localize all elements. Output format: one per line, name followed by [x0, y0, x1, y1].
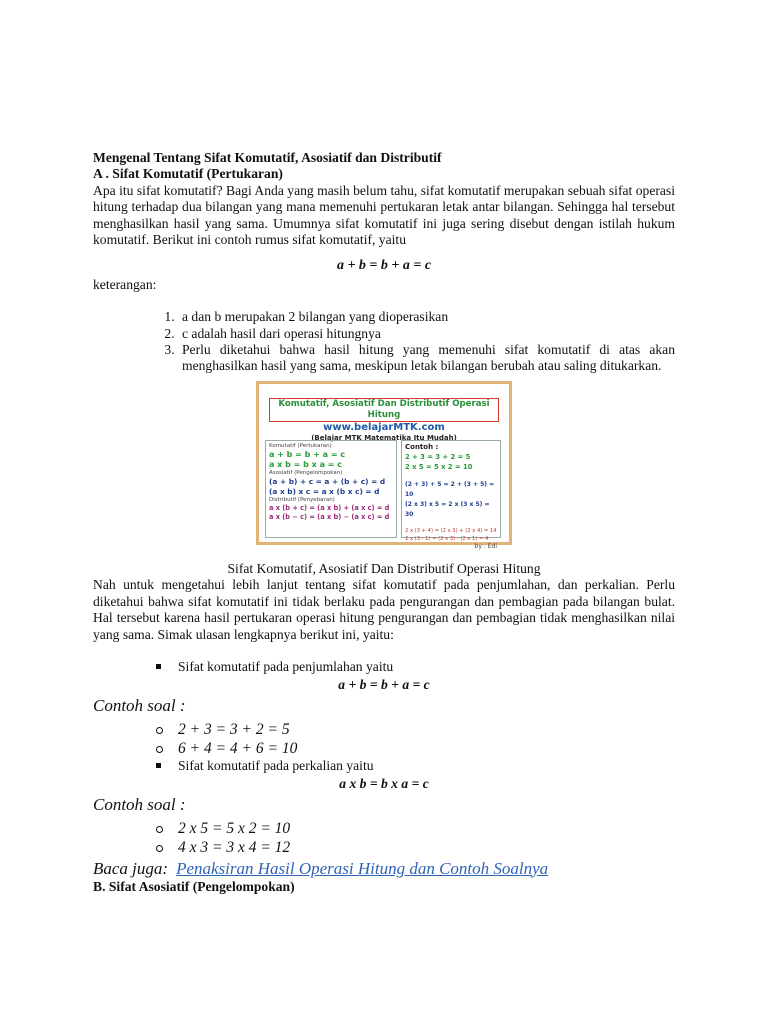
figure-url: www.belajarMTK.com [323, 421, 445, 433]
figure-caption: Sifat Komutatif, Asosiatif Dan Distributif Operasi Hitung [227, 560, 541, 576]
multiplication-bullet-list [93, 758, 675, 774]
figure-formula: a x (b + c) = (a x b) + (a x c) = d [269, 503, 390, 512]
baca-juga-link[interactable]: Penaksiran Hasil Operasi Hitung dan Contoh Soalnya [176, 858, 549, 878]
list-item: Sifat komutatif pada perkalian yaitu [178, 758, 675, 774]
intro-paragraph: Apa itu sifat komutatif? Bagi Anda yang masih belum tahu, sifat komutatif merupakan sebuah sifat operasi hitung terhadap dua bilangan yang mana memenuhi pertukaran letak antar bilangan. Sehingga hal tersebut menghasilkan hasil yang sama. Umumnya sifat komutatif ini juga sering disebut dengan istilah hukum komutatif. Berikut ini contoh rumus sifat komutatif, yaitu [93, 182, 675, 248]
figure-formula: a x (b − c) = (a x b) − (a x c) = d [269, 513, 390, 522]
section-b-heading: B. Sifat Asosiatif (Pengelompokan) [93, 878, 295, 894]
figure-formula: (a + b) + c = a + (b + c) = d [269, 476, 386, 486]
list-item: 3. Perlu diketahui bahwa hasil hitung yang memenuhi sifat komutatif di atas akan menghasilkan hasil yang sama, meskipun letak bilangan berubah atau saling ditukarkan. [178, 342, 675, 375]
multiplication-formula: a x b = b x a = c [339, 776, 429, 792]
figure-label-komutatif: Komutatif (Pertukaran) [269, 442, 332, 449]
figure-formula: a + b = b + a = c [269, 449, 346, 459]
page-title: Mengenal Tentang Sifat Komutatif, Asosiatif dan Distributif [93, 150, 442, 165]
addition-examples-list [93, 720, 675, 758]
figure-formula: a x b = b x a = c [269, 459, 342, 469]
figure-example: (2 + 3) + 5 = 2 + (3 + 5) = 10 [405, 480, 495, 498]
document-page [93, 150, 675, 895]
keterangan-label: keterangan: [93, 276, 157, 292]
figure-examples-label: Contoh : [405, 442, 439, 451]
figure-label-asosiatif: Asosiatif (Pengelompokan) [269, 469, 343, 476]
addition-formula: a + b = b + a = c [338, 677, 430, 693]
contoh-soal-label: Contoh soal : [93, 695, 186, 715]
figure-example: 2 x (3 - 1) = (2 x 3) - (2 x 1) = 4 [405, 535, 489, 542]
figure-examples-panel [401, 440, 501, 550]
figure-subtitle: (Belajar MTK Matematika Itu Mudah) [311, 433, 457, 442]
figure-example: 2 + 3 = 3 + 2 = 5 [405, 452, 471, 461]
list-item: 2 x 5 = 5 x 2 = 10 [178, 819, 675, 838]
addition-bullet-list [93, 659, 675, 675]
figure-formula: (a x b) x c = a x (b x c) = d [269, 486, 380, 496]
contoh-soal-label: Contoh soal : [93, 794, 186, 814]
main-formula: a + b = b + a = c [336, 258, 432, 274]
list-item: 2 + 3 = 3 + 2 = 5 [178, 720, 675, 739]
list-item: 2. c adalah hasil dari operasi hitungnya [178, 326, 675, 342]
paragraph-2: Nah untuk mengetahui lebih lanjut tentang sifat komutatif pada penjumlahan, dan perkalian. Perlu diketahui bahwa sifat komutatif ini tidak berlaku pada pengurangan dan pembagian pada bilangan bulat. Hal tersebut karena hasil pertukaran operasi hitung pengurangan dan pembagian tidak menghasilkan nilai yang sama. Simak ulasan lengkapnya berikut ini, yaitu: [93, 577, 675, 642]
formula-figure-image [256, 381, 512, 550]
figure-label-distributif: Distributif (Penyebaran) [269, 496, 335, 503]
list-item: 1. a dan b merupakan 2 bilangan yang dioperasikan [178, 309, 675, 325]
section-a-heading: A . Sifat Komutatif (Pertukaran) [93, 166, 283, 182]
baca-juga-label: Baca juga: [93, 858, 169, 878]
list-item: 6 + 4 = 4 + 6 = 10 [178, 739, 675, 758]
figure-title: Komutatif, Asosiatif Dan Distributif Operasi Hitung [269, 398, 499, 422]
figure-example: 2 x (3 + 4) = (2 x 3) + (2 x 4) = 14 [405, 527, 497, 534]
figure-formulas-panel [265, 440, 397, 538]
list-item: Sifat komutatif pada penjumlahan yaitu [178, 659, 675, 675]
multiplication-examples-list [93, 819, 675, 857]
figure-example: (2 x 3) x 5 = 2 x (3 x 5) = 30 [405, 500, 490, 518]
figure-author: by : Edi [474, 542, 497, 550]
list-item: 4 x 3 = 3 x 4 = 12 [178, 838, 675, 857]
baca-juga [93, 859, 675, 879]
figure-example: 2 x 5 = 5 x 2 = 10 [405, 462, 473, 471]
notes-list [93, 309, 675, 375]
